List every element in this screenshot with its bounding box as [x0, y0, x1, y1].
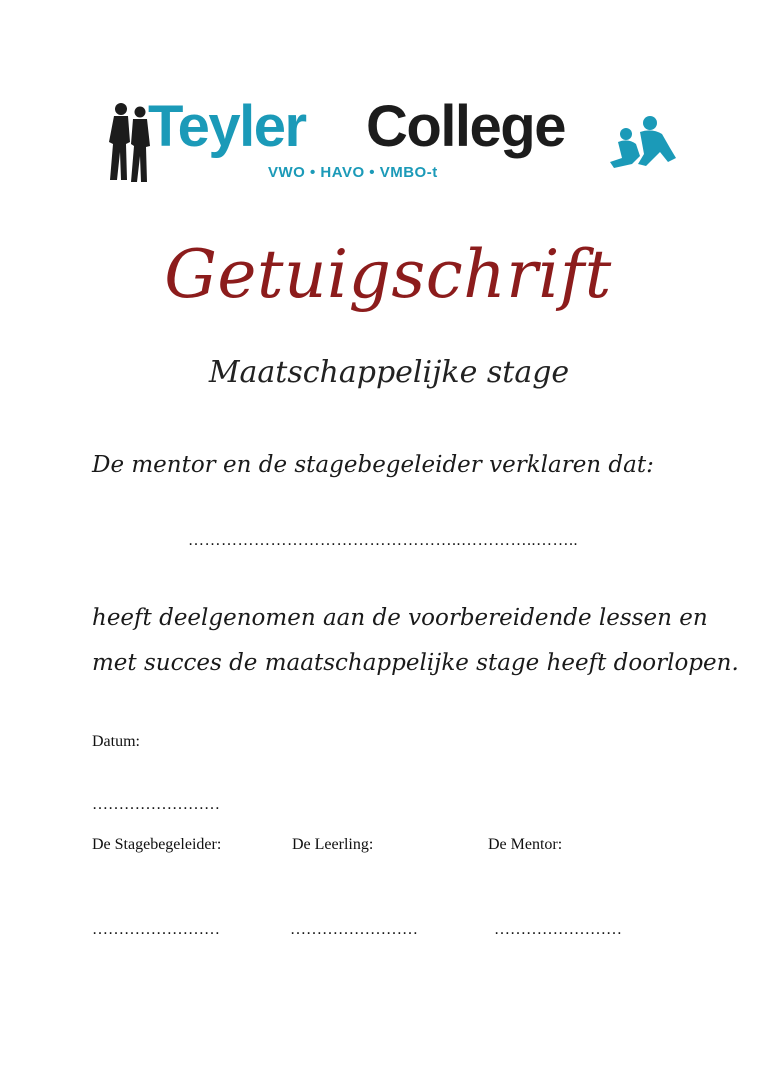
certificate-title: Getuigschrift: [164, 236, 612, 313]
date-label: Datum:: [92, 733, 140, 750]
date-field: ……………………: [92, 796, 220, 813]
signature-label-mentor: De Mentor:: [488, 836, 563, 853]
signature-field-stagebegeleider: ……………………: [92, 921, 220, 938]
school-logo: [104, 96, 680, 196]
body-text-line-2: met succes de maatschappelijke stage heeft doorlopen.: [92, 650, 739, 676]
signature-label-leerling: De Leerling:: [292, 836, 374, 853]
logo-word-teyler: Teyler: [148, 94, 306, 159]
signature-field-leerling: ……………………: [290, 921, 418, 938]
seated-students-silhouette-icon: [610, 114, 678, 170]
signature-field-mentor: ……………………: [494, 921, 622, 938]
logo-word-college: College: [366, 94, 565, 159]
certificate-subtitle: Maatschappelijke stage: [208, 355, 570, 390]
logo-tagline: VWO • HAVO • VMBO-t: [268, 164, 438, 181]
signature-label-stagebegeleider: De Stagebegeleider:: [92, 836, 222, 853]
students-silhouette-icon: [104, 102, 154, 184]
declaration-statement: De mentor en de stagebegeleider verklaren dat:: [92, 452, 654, 478]
student-name-field: …………………………………………..…………..……..: [188, 532, 578, 549]
body-text-line-1: heeft deelgenomen aan de voorbereidende lessen en: [92, 605, 708, 631]
